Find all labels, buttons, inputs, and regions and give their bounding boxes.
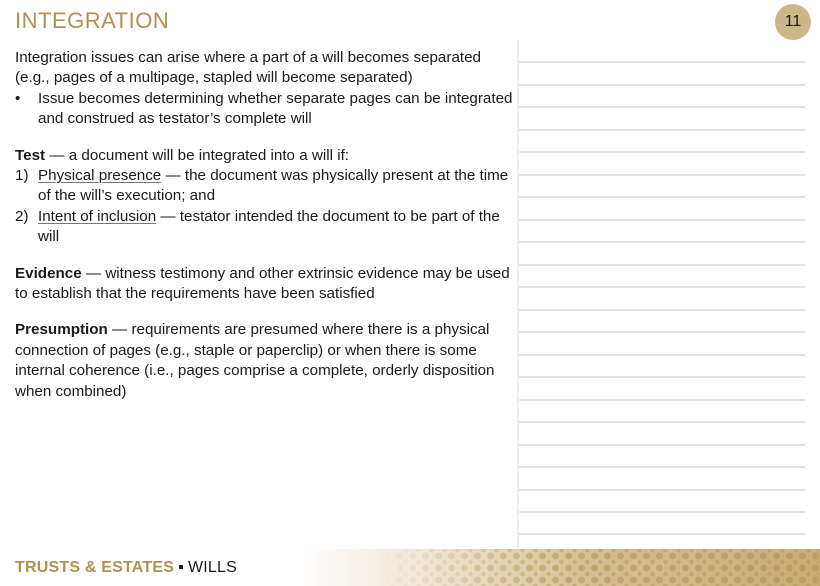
note-line [519,399,805,401]
note-line [519,354,805,356]
evidence-paragraph [15,264,515,305]
main-content [15,48,515,402]
separator-icon: ▪ [178,559,184,576]
note-line [519,331,805,333]
note-line [519,129,805,131]
intro-bullet [15,89,515,130]
note-line [519,421,805,423]
note-line [519,511,805,513]
note-line [519,219,805,221]
evidence-label: Evidence [15,264,82,282]
note-line [519,264,805,266]
note-line [519,286,805,288]
test-item-physical-presence [15,166,515,207]
item-text: — testator intended the document to be part of the will [38,207,500,246]
item-marker: 2) [15,207,29,225]
footer-label [15,559,237,577]
footer-band [0,549,820,586]
intro-paragraph: Integration issues can arise where a part of a will becomes separated (e.g., pages of a multipage, stapled will become separated) [15,49,481,87]
note-line [519,376,805,378]
topic-name: WILLS [187,559,237,576]
test-text: — a document will be integrated into a will if: [45,146,350,164]
page-title: INTEGRATION [15,8,170,33]
presumption-paragraph [15,320,515,402]
note-line [519,84,805,86]
bullet-marker: • [15,89,21,107]
note-line [519,489,805,491]
presumption-text: — requirements are presumed where there is a physical connection of pages (e.g., staple or paperclip) or when there is some internal coherence (i.e., pages comprise a complete, orderly disposition when combined) [15,321,495,400]
item-term: Intent of inclusion [38,207,157,225]
note-line [519,444,805,446]
note-line [519,174,805,176]
note-line [519,466,805,468]
test-item-intent-of-inclusion [15,207,515,248]
note-line [519,241,805,243]
test-label: Test [15,146,46,164]
notes-area [517,40,805,549]
note-line [519,309,805,311]
item-text: — the document was physically present at the time of the will’s execution; and [38,167,509,205]
note-line [519,61,805,63]
note-line [519,196,805,198]
page-number-badge: 11 [775,4,811,40]
evidence-text: — witness testimony and other extrinsic evidence may be used to establish that the requirements have been satisfied [15,264,510,303]
note-line [519,106,805,108]
test-paragraph [15,146,515,166]
course-name: TRUSTS & ESTATES [15,559,175,576]
item-marker: 1) [15,167,29,185]
note-line [519,151,805,153]
presumption-label: Presumption [15,321,108,339]
bullet-text: Issue becomes determining whether separate pages can be integrated and construed as testator’s complete will [38,89,513,128]
note-line [519,533,805,535]
item-term: Physical presence [38,167,162,185]
decorative-dot-pattern [380,549,820,586]
